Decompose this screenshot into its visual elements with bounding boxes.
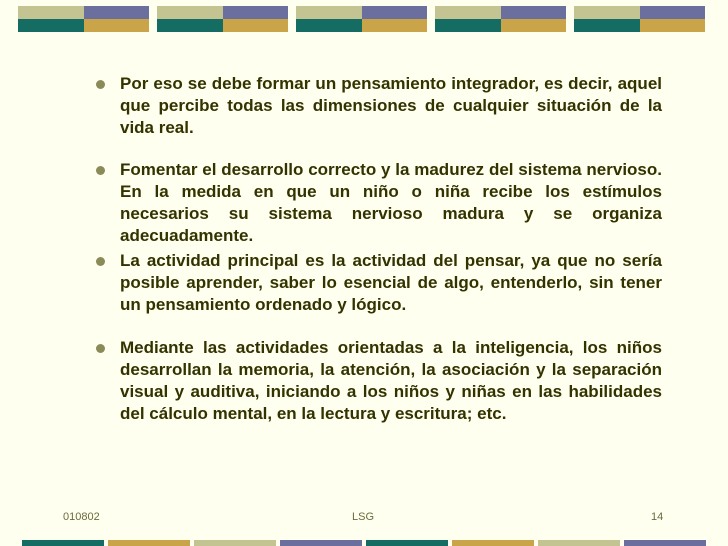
slide-number: 14	[651, 511, 664, 523]
bullet-text: Por eso se debe formar un pensamiento integrador, es decir, aquel que percibe todas las dimensiones de cualquier situación de la vida real.	[120, 74, 662, 137]
decorative-tile	[18, 6, 149, 32]
bottom-decorative-band	[22, 540, 712, 546]
top-decorative-band	[18, 6, 710, 32]
decorative-tile	[296, 6, 427, 32]
bullet-text: Mediante las actividades orientadas a la inteligencia, los niños desarrollan la memoria, la atención, la asociación y la separación visual y auditiva, iniciando a los niños y niñas en las habilidades del cálculo mental, en la lectura y escritura; etc.	[120, 338, 662, 423]
bullet-item	[92, 73, 662, 139]
bullet-icon	[96, 80, 105, 89]
decorative-tile	[435, 6, 566, 32]
bullet-item	[92, 337, 662, 425]
footer-date: 010802	[63, 511, 100, 523]
bullet-icon	[96, 166, 105, 175]
footer-title: LSG	[352, 511, 375, 523]
bullet-icon	[96, 344, 105, 353]
slide-content	[92, 73, 662, 425]
bullet-text: La actividad principal es la actividad del pensar, ya que no sería posible aprender, saber lo esencial de algo, entenderlo, sin tener un pensamiento ordenado y lógico.	[120, 251, 662, 314]
decorative-tile	[574, 6, 705, 32]
decorative-tile	[157, 6, 288, 32]
bullet-text: Fomentar el desarrollo correcto y la madurez del sistema nervioso. En la medida en que un niño o niña recibe los estímulos necesarios su sistema nervioso madura y se organiza adecuadamente.	[120, 160, 662, 245]
bullet-item	[92, 250, 662, 316]
bullet-item	[92, 159, 662, 247]
bullet-icon	[96, 257, 105, 266]
